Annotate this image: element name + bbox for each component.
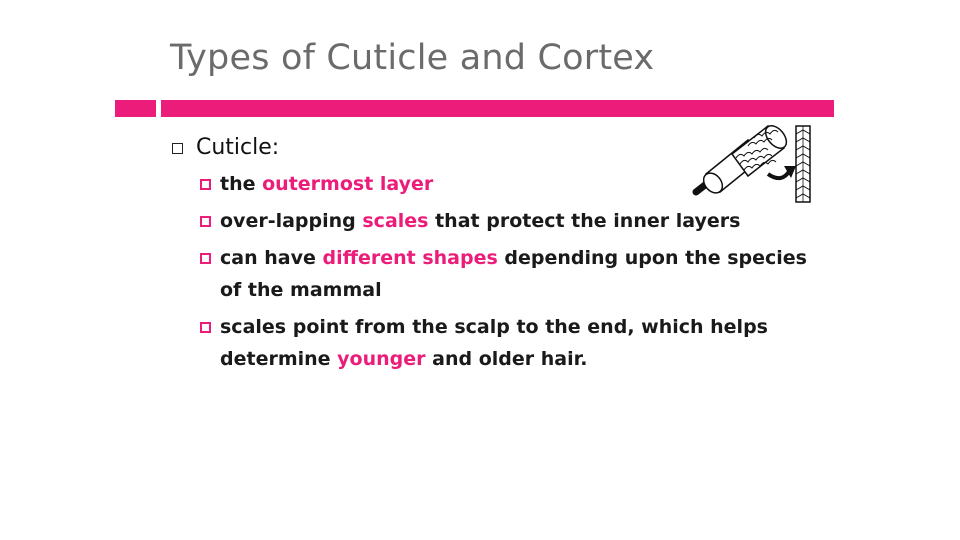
subbullet-text: depending upon the species xyxy=(497,247,807,269)
highlight-text: different shapes xyxy=(322,247,498,269)
cuticle-heading: Cuticle: xyxy=(196,135,280,160)
subbullet-text: can have xyxy=(220,247,323,269)
slide-title: Types of Cuticle and Cortex xyxy=(170,38,655,78)
pink-square-bullet-icon xyxy=(200,179,211,190)
subbullet-text: over-lapping xyxy=(220,210,363,232)
pink-square-bullet-icon xyxy=(200,216,211,227)
title-accent-bar-right xyxy=(161,100,834,117)
highlight-text: younger xyxy=(337,348,426,370)
subbullet-text: that protect the inner layers xyxy=(428,210,741,232)
subbullet-text-line2: determine xyxy=(220,348,338,370)
hair-shaft-illustration-icon xyxy=(688,122,818,206)
highlight-text: scales xyxy=(362,210,429,232)
pink-square-bullet-icon xyxy=(200,253,211,264)
subbullet-text-line2: and older hair. xyxy=(425,348,588,370)
subbullet-text: the xyxy=(220,173,263,195)
hollow-square-bullet-icon xyxy=(172,143,183,154)
subbullet-text: scales point from the scalp to the end, which helps xyxy=(220,316,768,338)
highlight-text: outermost layer xyxy=(262,173,434,195)
subbullet-scales xyxy=(199,205,810,237)
subbullet-scales-direction xyxy=(199,311,810,375)
pink-square-bullet-icon xyxy=(200,322,211,333)
title-accent-bar-left xyxy=(115,100,156,117)
subbullet-shapes xyxy=(199,242,810,306)
subbullet-text-line2: of the mammal xyxy=(220,279,382,301)
